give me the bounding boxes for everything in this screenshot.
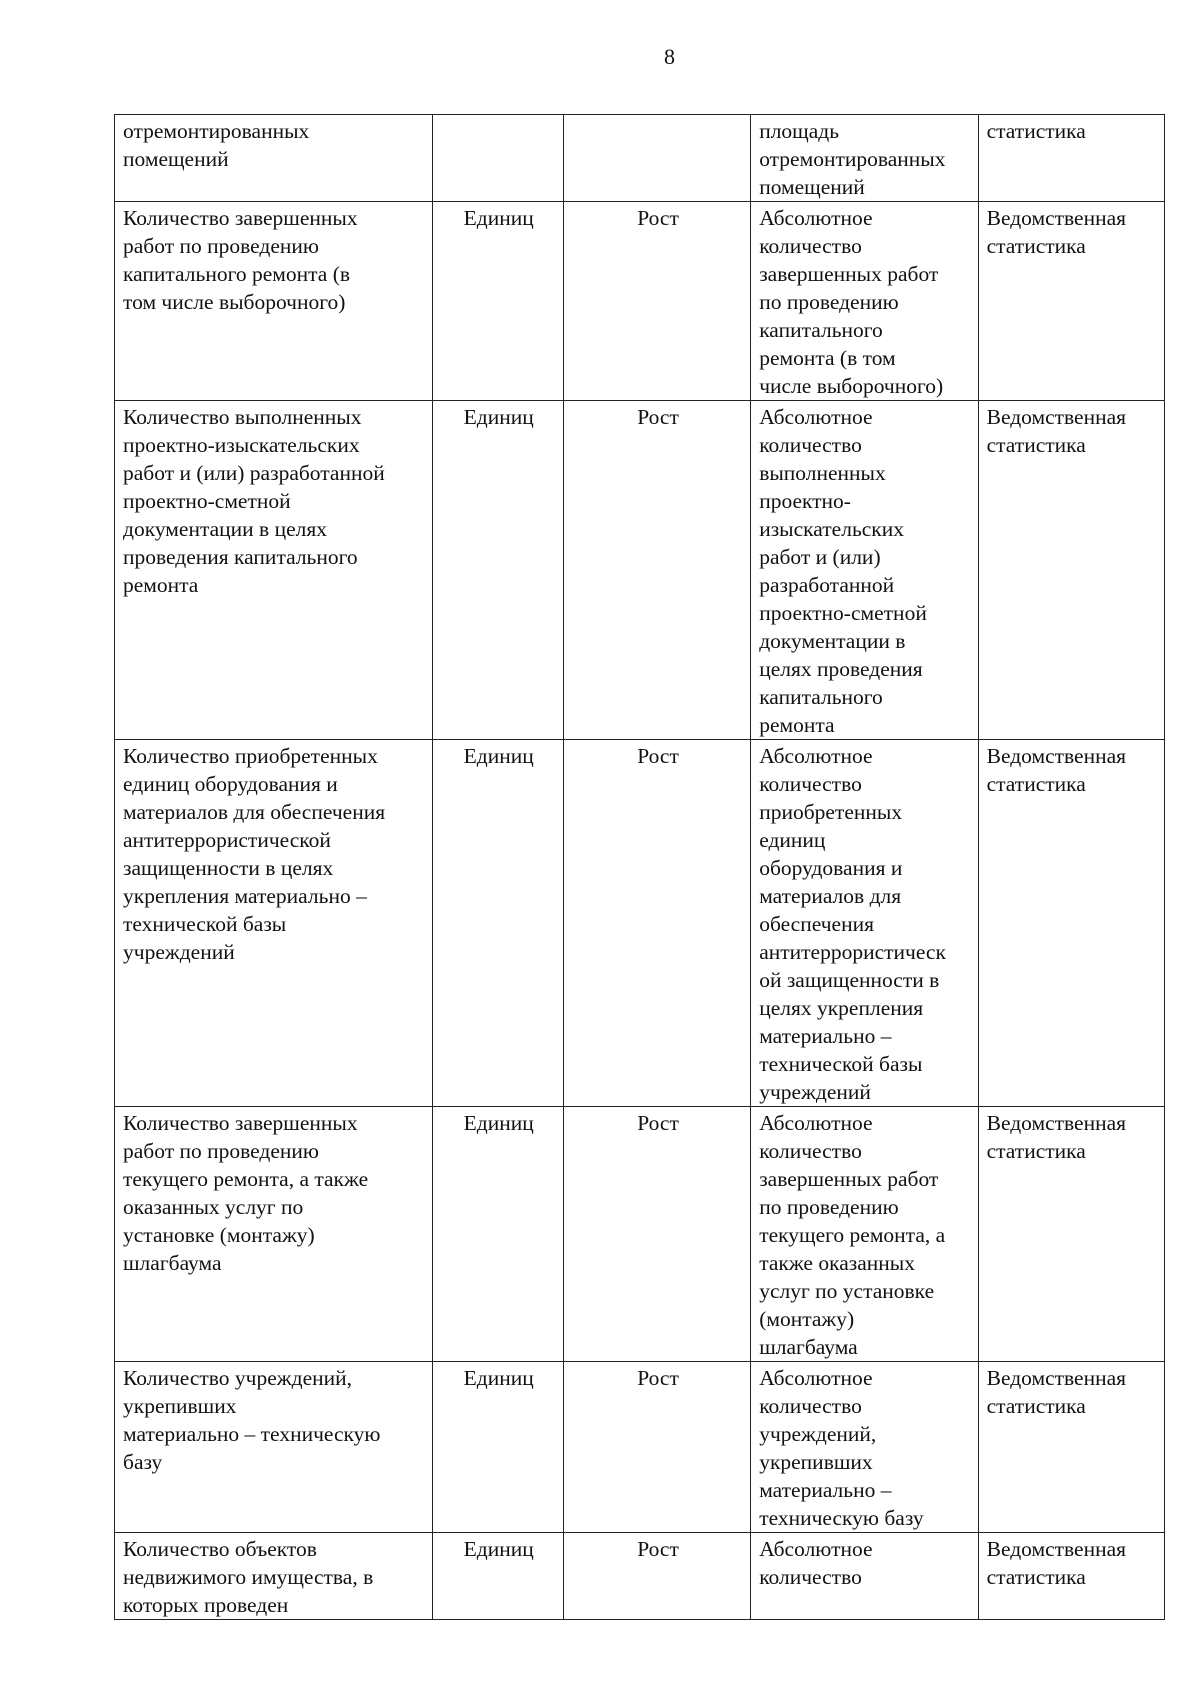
indicator-text: отремонтированных помещений (123, 119, 310, 171)
calculation-cell (751, 1107, 978, 1362)
source-cell (978, 1107, 1164, 1362)
source-cell (978, 1362, 1164, 1533)
indicator-cell (115, 740, 433, 1107)
dynamics-text: Рост (637, 1537, 679, 1561)
calculation-cell (751, 1533, 978, 1620)
unit-text: Единиц (463, 405, 534, 429)
unit-cell (432, 202, 563, 401)
indicator-cell (115, 1107, 433, 1362)
table-row (115, 202, 1165, 401)
dynamics-text: Рост (637, 744, 679, 768)
table-row (115, 401, 1165, 740)
unit-cell (432, 115, 563, 202)
source-text: Ведомственная статистика (986, 1366, 1127, 1418)
table-row (115, 1533, 1165, 1620)
indicator-cell (115, 1362, 433, 1533)
unit-cell (432, 401, 563, 740)
indicators-table (114, 114, 1165, 1620)
calculation-text: Абсолютное количество завершенных работ по проведению капитального ремонта (в том числе выборочного) (759, 206, 944, 398)
calculation-text: Абсолютное количество выполненных проектно- изыскательских работ и (или) разработанной проектно-сметной документации в целях проведения капитального ремонта (759, 405, 927, 737)
source-text: Ведомственная статистика (986, 744, 1127, 796)
calculation-text: Абсолютное количество учреждений, укрепивших материально – техническую базу (759, 1366, 924, 1530)
source-text: Ведомственная статистика (986, 206, 1127, 258)
dynamics-text: Рост (637, 405, 679, 429)
source-text: Ведомственная статистика (986, 1111, 1127, 1163)
indicator-text: Количество учреждений, укрепивших материально – техническую базу (123, 1366, 381, 1474)
indicator-cell (115, 1533, 433, 1620)
source-text: Ведомственная статистика (986, 1537, 1127, 1589)
table-row (115, 740, 1165, 1107)
source-cell (978, 740, 1164, 1107)
table-row (115, 1362, 1165, 1533)
calculation-cell (751, 740, 978, 1107)
calculation-cell (751, 202, 978, 401)
source-cell (978, 115, 1164, 202)
dynamics-cell (563, 401, 750, 740)
dynamics-cell (563, 1362, 750, 1533)
dynamics-text: Рост (637, 1366, 679, 1390)
indicator-text: Количество завершенных работ по проведению текущего ремонта, а также оказанных услуг по установке (монтажу) шлагбаума (123, 1111, 369, 1275)
table-row (115, 115, 1165, 202)
unit-text: Единиц (463, 1366, 534, 1390)
unit-text: Единиц (463, 1537, 534, 1561)
source-cell (978, 202, 1164, 401)
dynamics-cell (563, 115, 750, 202)
calculation-cell (751, 1362, 978, 1533)
source-cell (978, 401, 1164, 740)
source-cell (978, 1533, 1164, 1620)
unit-text: Единиц (463, 744, 534, 768)
dynamics-text: Рост (637, 1111, 679, 1135)
indicator-cell (115, 202, 433, 401)
page-number: 8 (664, 44, 675, 69)
source-text: статистика (986, 119, 1086, 143)
calculation-text: Абсолютное количество (759, 1537, 873, 1589)
unit-cell (432, 740, 563, 1107)
dynamics-cell (563, 202, 750, 401)
unit-cell (432, 1107, 563, 1362)
indicator-text: Количество выполненных проектно-изыскательских работ и (или) разработанной проектно-сметной документации в целях проведения капитального ремонта (123, 405, 385, 597)
calculation-text: Абсолютное количество приобретенных единиц оборудования и материалов для обеспечения антитеррористическ ой защищенности в целях укрепления материально – технической базы учреждений (759, 744, 946, 1104)
dynamics-cell (563, 740, 750, 1107)
indicator-text: Количество завершенных работ по проведению капитального ремонта (в том числе выборочного) (123, 206, 358, 314)
unit-cell (432, 1362, 563, 1533)
calculation-text: Абсолютное количество завершенных работ по проведению текущего ремонта, а также оказанных услуг по установке (монтажу) шлагбаума (759, 1111, 946, 1359)
dynamics-cell (563, 1533, 750, 1620)
indicator-text: Количество объектов недвижимого имущества, в которых проведен (123, 1537, 374, 1617)
calculation-cell (751, 401, 978, 740)
dynamics-cell (563, 1107, 750, 1362)
unit-text: Единиц (463, 1111, 534, 1135)
unit-cell (432, 1533, 563, 1620)
calculation-text: площадь отремонтированных помещений (759, 119, 946, 199)
indicator-text: Количество приобретенных единиц оборудования и материалов для обеспечения антитеррористической защищенности в целях укрепления материально – технической базы учреждений (123, 744, 386, 964)
source-text: Ведомственная статистика (986, 405, 1127, 457)
unit-text: Единиц (463, 206, 534, 230)
table-row (115, 1107, 1165, 1362)
indicator-cell (115, 401, 433, 740)
indicator-cell (115, 115, 433, 202)
dynamics-text: Рост (637, 206, 679, 230)
calculation-cell (751, 115, 978, 202)
